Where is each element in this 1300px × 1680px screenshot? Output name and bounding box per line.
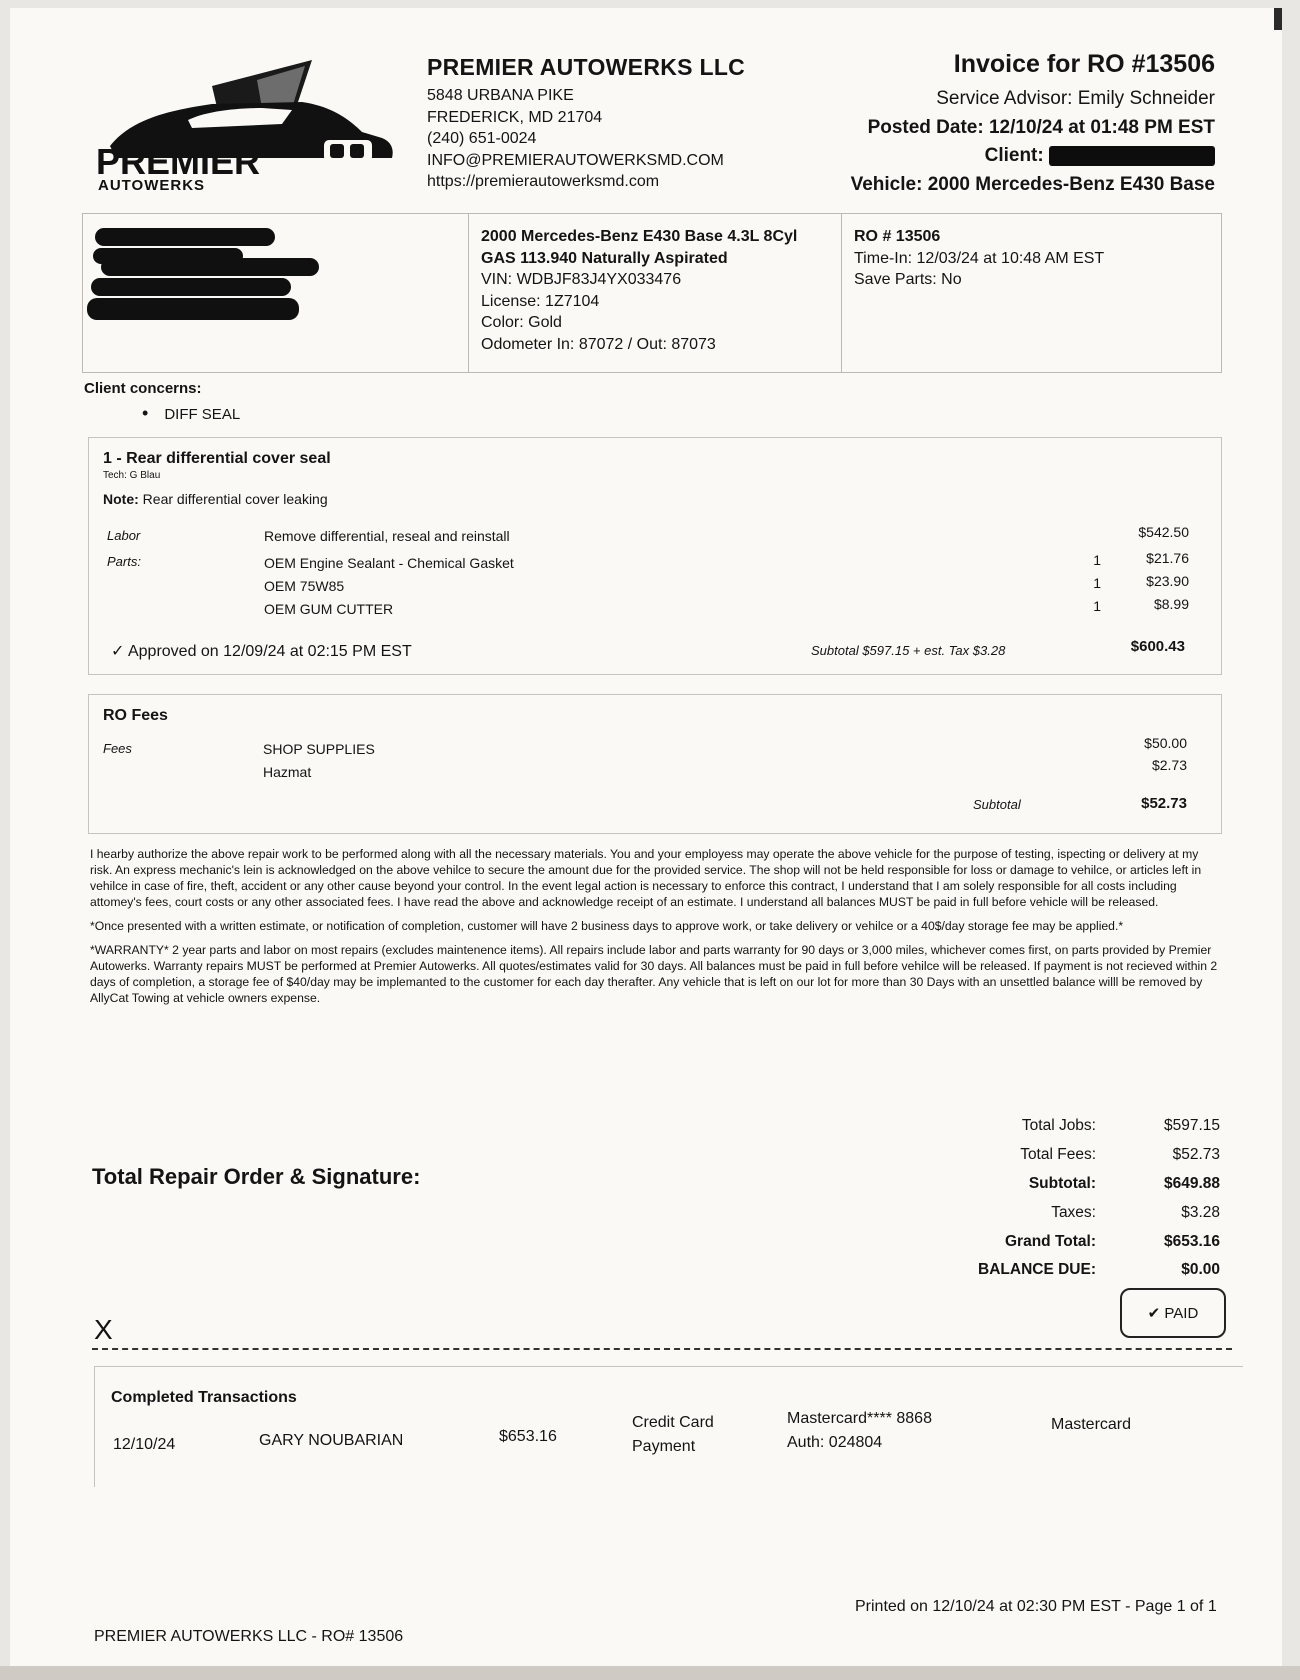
job-note bbox=[103, 491, 328, 507]
service-advisor bbox=[851, 85, 1215, 114]
totals-row bbox=[880, 1141, 1220, 1170]
labor-amount: $542.50 bbox=[1138, 524, 1189, 540]
vehicle-column bbox=[469, 214, 842, 372]
client-label: Client: bbox=[984, 145, 1044, 166]
totals-row bbox=[880, 1112, 1220, 1141]
part-amount: $23.90 bbox=[1146, 573, 1189, 589]
totals-value: $3.28 bbox=[1181, 1203, 1220, 1221]
paid-stamp: ✔ PAID bbox=[1120, 1288, 1226, 1338]
completed-transactions bbox=[94, 1366, 1243, 1487]
ro-number: RO # 13506 bbox=[854, 228, 941, 245]
part-amount: $21.76 bbox=[1146, 550, 1189, 566]
labor-description: Remove differential, reseal and reinstall bbox=[264, 528, 510, 544]
job-total: $600.43 bbox=[1130, 638, 1185, 655]
advisor-label: Service Advisor: bbox=[936, 88, 1073, 109]
transaction-type-line-2: Payment bbox=[632, 1438, 696, 1455]
client-row bbox=[851, 142, 1215, 171]
note-text: Rear differential cover leaking bbox=[142, 491, 328, 507]
company-phone: (240) 651-0024 bbox=[427, 130, 537, 147]
customer-redaction-1 bbox=[95, 228, 275, 246]
company-logo bbox=[92, 58, 402, 198]
warranty-paragraph: *WARRANTY* 2 year parts and labor on most repairs (excludes maintenence items). All repairs include labor and parts warranty for 90 days or 3,000 miles, whichever comes first, on parts provided by Premier Autowerks. Warranty repairs MUST be performed at Premier Autowerks. All quotes/estimates valid for 30 days. All balances must be paid in full before vehilce will be released. If payment is not recieved within 2 days of completion, a storage fee of $40/day may be implemanted to the customer for each day therafter. Any vehicle that is left on our lot for more than 30 Days with an unsettled balance willl be removed by AllyCat Towing at vehicle owners expense. bbox=[90, 943, 1218, 1005]
transactions-title: Completed Transactions bbox=[111, 1389, 297, 1406]
transaction-type bbox=[632, 1411, 714, 1459]
signature-line bbox=[92, 1348, 1232, 1350]
totals-label: Subtotal: bbox=[1028, 1174, 1096, 1192]
invoice-title: Invoice for RO #13506 bbox=[953, 50, 1215, 78]
terms-text bbox=[90, 846, 1220, 1014]
authorization-paragraph: I hearby authorize the above repair work to be performed along with all the necessary materials. You and your employess may operate the above vehicle for the purpose of testing, ispecting or delivery at my risk. An express mechanic's lein is acknowledged on the above vehilce to secure the amount due for the provided service. The shop will not be held responsible for loss or damage to vehilce, or articles left in vehilce in case of fire, theft, accident or any other cause beyond your control. In the event legal action is necessary to enforce this contract, I understand that I am solely responsible for all costs including attomey's fees, court costs or any other associated fees. I have read the above and acknowledge receipt of an estimate. I understand all balances MUST be paid in full before vehicle will be released. bbox=[90, 847, 1202, 909]
company-info bbox=[427, 54, 745, 193]
company-name: PREMIER AUTOWERKS LLC bbox=[427, 54, 746, 80]
totals-value: $597.15 bbox=[1163, 1117, 1220, 1135]
totals-row bbox=[880, 1227, 1220, 1256]
scan-edge-mark bbox=[1274, 8, 1282, 30]
job-section bbox=[88, 437, 1222, 675]
totals-table bbox=[880, 1112, 1220, 1285]
ro-save-parts: Save Parts: No bbox=[854, 271, 962, 288]
part-quantity: 1 bbox=[1093, 598, 1101, 614]
totals-value: $653.16 bbox=[1163, 1232, 1220, 1250]
fees-title: RO Fees bbox=[103, 707, 168, 724]
job-subtotal-note: Subtotal $597.15 + est. Tax $3.28 bbox=[811, 643, 1006, 658]
totals-row bbox=[880, 1170, 1220, 1199]
fee-amount: $50.00 bbox=[1144, 735, 1187, 751]
scan-bottom-band bbox=[0, 1666, 1300, 1680]
posted-date bbox=[851, 114, 1215, 143]
totals-value: $0.00 bbox=[1181, 1261, 1220, 1279]
ro-column bbox=[842, 214, 1220, 372]
concern-item: • DIFF SEAL bbox=[142, 403, 240, 424]
part-description: OEM Engine Sealant - Chemical Gasket bbox=[264, 555, 514, 571]
car-logo-icon bbox=[92, 58, 402, 198]
fee-description: SHOP SUPPLIES bbox=[263, 741, 375, 757]
totals-row bbox=[880, 1256, 1220, 1285]
labor-label: Labor bbox=[107, 528, 141, 543]
logo-wordmark: PREMIER bbox=[96, 141, 261, 182]
company-email: INFO@PREMIERAUTOWERKSMD.COM bbox=[427, 151, 724, 169]
part-quantity: 1 bbox=[1093, 575, 1101, 591]
vehicle-line-1: 2000 Mercedes-Benz E430 Base 4.3L 8Cyl bbox=[481, 228, 798, 245]
transaction-card-brand: Mastercard bbox=[1051, 1416, 1132, 1433]
fee-description: Hazmat bbox=[263, 764, 312, 780]
customer-redaction-3 bbox=[101, 258, 319, 276]
vehicle-row bbox=[851, 171, 1215, 200]
total-signature-heading: Total Repair Order & Signature: bbox=[92, 1164, 421, 1189]
posted-value: 12/10/24 at 01:48 PM EST bbox=[988, 116, 1215, 138]
customer-column bbox=[83, 214, 469, 372]
company-address-1: 5848 URBANA PIKE bbox=[427, 87, 574, 104]
totals-label: Total Jobs: bbox=[1021, 1117, 1096, 1135]
totals-label: Taxes: bbox=[1051, 1203, 1096, 1221]
fee-amount: $2.73 bbox=[1151, 757, 1187, 773]
approval-status: ✓ Approved on 12/09/24 at 02:15 PM EST bbox=[111, 643, 412, 660]
totals-label: Total Fees: bbox=[1020, 1146, 1096, 1164]
client-redaction bbox=[1049, 146, 1215, 166]
part-description: OEM GUM CUTTER bbox=[264, 601, 394, 617]
part-quantity: 1 bbox=[1093, 552, 1101, 568]
vehicle-value: 2000 Mercedes-Benz E430 Base bbox=[927, 173, 1215, 195]
transaction-card-number: Mastercard**** 8868 bbox=[787, 1410, 932, 1427]
info-box bbox=[82, 213, 1222, 373]
totals-row bbox=[880, 1198, 1220, 1227]
parts-label: Parts: bbox=[107, 554, 141, 569]
vehicle-license: License: 1Z7104 bbox=[481, 292, 600, 310]
transaction-type-line-1: Credit Card bbox=[632, 1414, 714, 1431]
vehicle-details bbox=[481, 226, 797, 355]
fees-label: Fees bbox=[103, 741, 132, 756]
concerns-heading: Client concerns: bbox=[84, 380, 202, 397]
vehicle-line-2: GAS 113.940 Naturally Aspirated bbox=[481, 249, 728, 267]
transaction-date: 12/10/24 bbox=[113, 1436, 176, 1453]
transaction-card bbox=[787, 1407, 932, 1455]
transaction-name: GARY NOUBARIAN bbox=[259, 1432, 404, 1449]
client-concerns bbox=[84, 380, 240, 424]
totals-value: $52.73 bbox=[1172, 1146, 1220, 1164]
storage-fee-paragraph: *Once presented with a written estimate, or notification of completion, customer will have 2 business days to approve work, or take delivery or vehilce or a 40$/day storage fee may be applied.* bbox=[90, 919, 1124, 933]
totals-label: Grand Total: bbox=[1005, 1232, 1096, 1250]
job-tech: Tech: G Blau bbox=[103, 470, 161, 481]
customer-redaction-4 bbox=[91, 278, 291, 296]
ro-details bbox=[854, 226, 1104, 291]
advisor-name: Emily Schneider bbox=[1077, 88, 1215, 109]
totals-label: BALANCE DUE: bbox=[978, 1261, 1096, 1279]
customer-redaction-5 bbox=[87, 298, 299, 320]
vehicle-odometer: Odometer In: 87072 / Out: 87073 bbox=[481, 335, 716, 353]
company-address-2: FREDERICK, MD 21704 bbox=[427, 108, 603, 126]
part-amount: $8.99 bbox=[1153, 596, 1189, 612]
vehicle-label: Vehicle: bbox=[850, 173, 923, 195]
signature-x: X bbox=[94, 1314, 113, 1345]
note-label: Note: bbox=[103, 491, 139, 507]
transaction-auth-code: Auth: 024804 bbox=[787, 1434, 883, 1451]
vehicle-color: Color: Gold bbox=[481, 314, 562, 331]
company-website: https://premierautowerksmd.com bbox=[427, 173, 660, 190]
transaction-amount: $653.16 bbox=[499, 1428, 557, 1445]
posted-label: Posted Date: bbox=[867, 116, 984, 138]
ro-time-in: Time-In: 12/03/24 at 10:48 AM EST bbox=[854, 249, 1105, 267]
printed-timestamp: Printed on 12/10/24 at 02:30 PM EST - Page 1 of 1 bbox=[855, 1598, 1217, 1615]
totals-value: $649.88 bbox=[1163, 1174, 1220, 1192]
job-title: 1 - Rear differential cover seal bbox=[103, 450, 331, 467]
fees-subtotal-label: Subtotal bbox=[973, 797, 1021, 812]
invoice-header bbox=[851, 50, 1215, 199]
footer-ro: PREMIER AUTOWERKS LLC - RO# 13506 bbox=[94, 1628, 404, 1645]
vehicle-vin: VIN: WDBJF83J4YX033476 bbox=[481, 271, 682, 288]
fees-subtotal: $52.73 bbox=[1141, 795, 1187, 812]
part-description: OEM 75W85 bbox=[264, 578, 345, 594]
ro-fees-section bbox=[88, 694, 1222, 834]
logo-subtext: AUTOWERKS bbox=[98, 177, 206, 194]
